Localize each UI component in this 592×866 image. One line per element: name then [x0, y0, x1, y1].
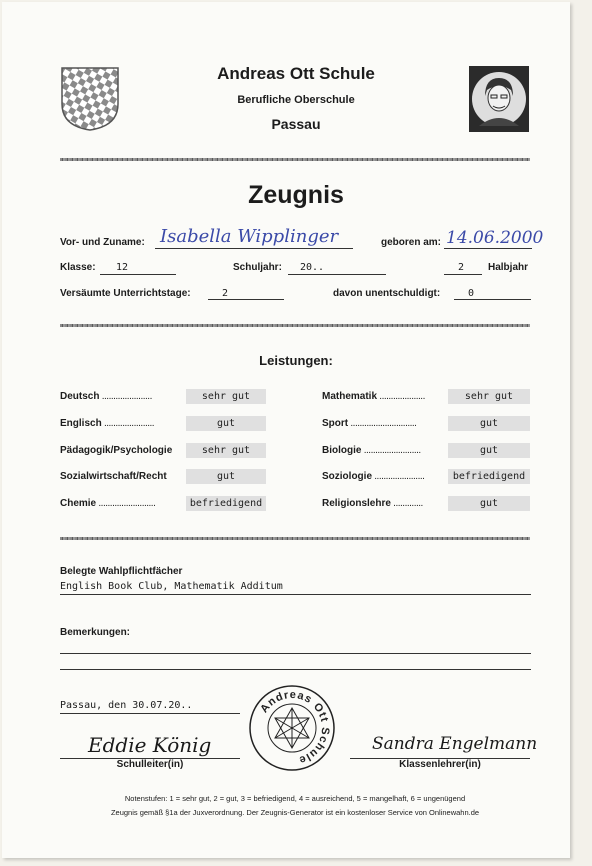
principal-label: Schulleiter(in) [116, 759, 184, 770]
grade-value: sehr gut [186, 443, 266, 458]
remarks-label: Bemerkungen: [60, 627, 131, 638]
subject-name: Soziologie [322, 471, 372, 482]
subject-dots: .................... [377, 391, 425, 402]
school-name: Andreas Ott Schule [217, 64, 375, 83]
document-title: Zeugnis [248, 181, 344, 209]
grade-value: gut [448, 416, 530, 431]
subject-dots: ............. [390, 498, 423, 509]
teacher-label: Klassenlehrer(in) [399, 759, 481, 770]
bavarian-crest-icon [60, 66, 120, 132]
subject-label [322, 418, 416, 429]
subject-name: Sport [322, 418, 349, 429]
class-line [100, 274, 176, 275]
unexcused-value: 0 [468, 288, 475, 299]
subject-label [60, 391, 152, 402]
schoolyear-value: 20.. [300, 262, 325, 273]
subject-label [60, 498, 155, 509]
school-seal-icon [248, 684, 336, 772]
name-value: Isabella Wipplinger [160, 226, 339, 247]
unexcused-line [454, 299, 531, 300]
schoolyear-line [288, 274, 386, 275]
unexcused-label: davon unentschuldigt: [333, 288, 441, 299]
birth-line [444, 248, 532, 249]
subject-label [322, 445, 421, 456]
halfyear-label: Halbjahr [488, 262, 529, 273]
electives-line [60, 594, 531, 595]
subject-name: Englisch [60, 418, 102, 429]
divider-grades [60, 537, 530, 540]
subject-label [322, 471, 424, 482]
subject-dots: ............................. [348, 418, 417, 429]
grade-value: sehr gut [186, 389, 266, 404]
svg-text:Andreas Ott Schule: Andreas Ott Schule [258, 688, 332, 767]
grade-value: gut [448, 496, 530, 511]
subject-dots: ......................... [96, 498, 156, 509]
halfyear-value: 2 [458, 262, 465, 273]
grade-value: gut [448, 443, 530, 458]
remarks-line-2 [60, 669, 531, 670]
subject-name: Deutsch [60, 391, 100, 402]
divider-top [60, 158, 530, 161]
birth-value: 14.06.2000 [446, 228, 544, 248]
subject-dots: ...................... [99, 391, 152, 402]
school-type: Berufliche Oberschule [237, 94, 355, 106]
grade-value: befriedigend [186, 496, 266, 511]
subject-name: Mathematik [322, 391, 378, 402]
subject-label [322, 498, 423, 509]
electives-value: English Book Club, Mathematik Additum [60, 581, 283, 592]
class-value: 12 [116, 262, 129, 273]
absent-label: Versäumte Unterrichtstage: [60, 288, 191, 299]
subject-name: Chemie [60, 498, 97, 509]
grades-heading: Leistungen: [259, 353, 333, 368]
subject-name: Biologie [322, 445, 362, 456]
grade-scale-note: Notenstufen: 1 = sehr gut, 2 = gut, 3 = befriedigend, 4 = ausreichend, 5 = mangelhaft, 6 = ungenügend [124, 794, 466, 803]
grade-value: sehr gut [448, 389, 530, 404]
schoolyear-label: Schuljahr: [233, 262, 282, 273]
subject-dots: ...................... [372, 471, 425, 482]
birth-label: geboren am: [381, 237, 442, 248]
subject-label [322, 391, 425, 402]
remarks-line-1 [60, 653, 531, 654]
subject-dots: ......................... [361, 445, 421, 456]
electives-label: Belegte Wahlpflichtfächer [60, 566, 183, 577]
subject-label [60, 418, 154, 429]
portrait-photo [469, 66, 529, 132]
place-date: Passau, den 30.07.20.. [60, 700, 193, 711]
halfyear-line [444, 274, 482, 275]
grade-value: gut [186, 416, 266, 431]
class-label: Klasse: [60, 262, 96, 273]
absent-line [208, 299, 284, 300]
subject-dots: ...................... [101, 418, 155, 429]
subject-label [60, 445, 172, 456]
name-label: Vor- und Zuname: [60, 237, 145, 248]
subject-name: Sozialwirtschaft/Recht [60, 471, 167, 482]
name-line [155, 248, 353, 249]
teacher-signature: Sandra Engelmann [372, 734, 538, 754]
school-city: Passau [271, 116, 321, 132]
generator-note: Zeugnis gemäß §1a der Juxverordnung. Der Zeugnis-Generator ist ein kostenloser Service von Onlinewahn.de [110, 808, 480, 817]
principal-signature: Eddie König [88, 733, 212, 757]
subject-name: Pädagogik/Psychologie [60, 445, 173, 456]
absent-value: 2 [222, 288, 229, 299]
divider-info [60, 324, 530, 327]
subject-name: Religionslehre [322, 498, 391, 509]
place-date-line [60, 713, 240, 714]
grade-value: gut [186, 469, 266, 484]
subject-label [60, 471, 167, 482]
grade-value: befriedigend [448, 469, 530, 484]
